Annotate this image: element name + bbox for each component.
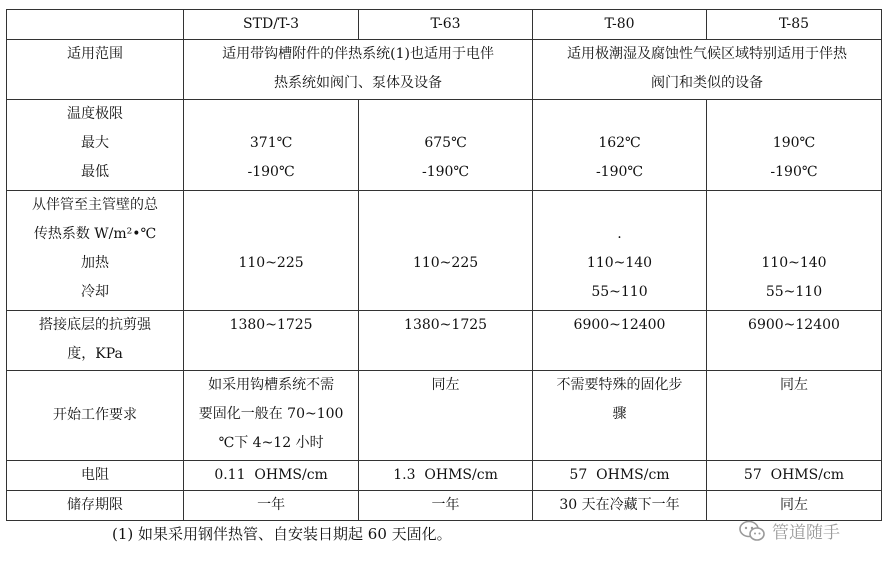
row-label-text: 最大 xyxy=(81,135,110,151)
table-header-row xyxy=(7,10,882,40)
scope-text-line: 热系统如阀门、泵体及设备 xyxy=(274,75,443,91)
cooling-value: 55~110 xyxy=(765,284,823,300)
row-label-startup xyxy=(7,371,184,461)
row-label-text: 适用范围 xyxy=(67,46,124,62)
heat-transfer-cell xyxy=(706,191,881,311)
shear-cell: 1380~1725 xyxy=(359,311,533,371)
row-label-text: 开始工作要求 xyxy=(53,407,138,423)
temperature-max: 162℃ xyxy=(598,135,641,151)
scope-text-line: 阀门和类似的设备 xyxy=(651,75,764,91)
table-row-storage xyxy=(7,491,882,521)
header-cell-t85: T-85 xyxy=(706,10,881,40)
watermark xyxy=(738,518,840,543)
temperature-cell xyxy=(706,100,881,191)
row-label-scope xyxy=(7,40,184,100)
resistance-cell: 57 OHMS/cm xyxy=(706,461,881,491)
row-label-heat-transfer xyxy=(7,191,184,311)
resistance-cell: 0.11 OHMS/cm xyxy=(184,461,359,491)
cooling-value: 55~110 xyxy=(591,284,648,300)
row-label-text: 传热系数 W/m²•℃ xyxy=(33,226,157,242)
spec-table-container xyxy=(6,9,882,521)
scope-cell-group2 xyxy=(533,40,882,100)
stray-dot-mark: . xyxy=(617,226,622,242)
storage-cell: 一年 xyxy=(184,491,359,521)
row-label-temperature xyxy=(7,100,184,191)
startup-text-line: ℃下 4~12 小时 xyxy=(218,435,324,451)
table-row-heat-transfer xyxy=(7,191,882,311)
scope-text-line: 适用带钩槽附件的伴热系统(1)也适用于电伴 xyxy=(222,46,494,62)
temperature-max: 190℃ xyxy=(772,135,816,151)
startup-text-line: 不需要特殊的固化步 xyxy=(556,377,683,393)
temperature-cell xyxy=(533,100,707,191)
table-row-temperature xyxy=(7,100,882,191)
startup-text-line: 要固化一般在 70~100 xyxy=(198,406,344,422)
wechat-icon xyxy=(738,520,766,542)
heat-transfer-cell xyxy=(533,191,707,311)
row-label-text: 搭接底层的抗剪强 xyxy=(39,317,152,333)
header-cell-t80: T-80 xyxy=(533,10,707,40)
shear-cell: 6900~12400 xyxy=(533,311,707,371)
startup-cell xyxy=(533,371,707,461)
table-row-scope xyxy=(7,40,882,100)
table-footnote: (1) 如果采用钢伴热管、自安装日期起 60 天固化。 xyxy=(112,525,452,543)
table-row-startup xyxy=(7,371,882,461)
row-label-text: 温度极限 xyxy=(67,106,124,122)
table-row-shear xyxy=(7,311,882,371)
row-label-text: 加热 xyxy=(81,255,110,271)
storage-cell: 同左 xyxy=(706,491,881,521)
row-label-text: 冷却 xyxy=(81,284,110,300)
temperature-min: -190℃ xyxy=(770,164,818,180)
shear-cell: 6900~12400 xyxy=(706,311,881,371)
storage-cell: 30 天在冷藏下一年 xyxy=(533,491,707,521)
scope-text-line: 适用极潮湿及腐蚀性气候区域特别适用于伴热 xyxy=(567,46,848,62)
temperature-cell xyxy=(184,100,359,191)
storage-cell: 一年 xyxy=(359,491,533,521)
row-label-text: 度，KPa xyxy=(67,346,123,362)
temperature-cell xyxy=(359,100,533,191)
row-label-text: 最低 xyxy=(81,164,110,180)
row-label-storage: 储存期限 xyxy=(7,491,184,521)
header-cell-empty xyxy=(7,10,184,40)
shear-cell: 1380~1725 xyxy=(184,311,359,371)
table-row-resistance xyxy=(7,461,882,491)
heating-value: 110~140 xyxy=(761,255,827,271)
startup-text-line: 如采用钩槽系统不需 xyxy=(208,377,335,393)
startup-text-line: 骤 xyxy=(612,406,627,422)
scope-cell-group1 xyxy=(184,40,533,100)
temperature-min: -190℃ xyxy=(595,164,644,180)
temperature-min: -190℃ xyxy=(421,164,470,180)
heating-value: 110~225 xyxy=(238,255,304,271)
heating-value: 110~140 xyxy=(586,255,653,271)
heat-transfer-cell xyxy=(359,191,533,311)
row-label-shear xyxy=(7,311,184,371)
startup-cell xyxy=(184,371,359,461)
row-label-text: 从伴管至主管壁的总 xyxy=(32,197,159,213)
heating-value: 110~225 xyxy=(412,255,479,271)
resistance-cell: 1.3 OHMS/cm xyxy=(359,461,533,491)
temperature-max: 675℃ xyxy=(424,135,467,151)
startup-text-line: 同左 xyxy=(431,377,460,393)
row-label-resistance: 电阻 xyxy=(7,461,184,491)
header-cell-t63: T-63 xyxy=(359,10,533,40)
startup-cell xyxy=(359,371,533,461)
spec-table xyxy=(6,9,882,521)
resistance-cell: 57 OHMS/cm xyxy=(533,461,707,491)
temperature-max: 371℃ xyxy=(249,135,293,151)
heat-transfer-cell xyxy=(184,191,359,311)
header-cell-std-t3: STD/T-3 xyxy=(184,10,359,40)
startup-cell xyxy=(706,371,881,461)
temperature-min: -190℃ xyxy=(247,164,295,180)
watermark-text: 管道随手 xyxy=(772,523,840,543)
startup-text-line: 同左 xyxy=(779,377,808,393)
